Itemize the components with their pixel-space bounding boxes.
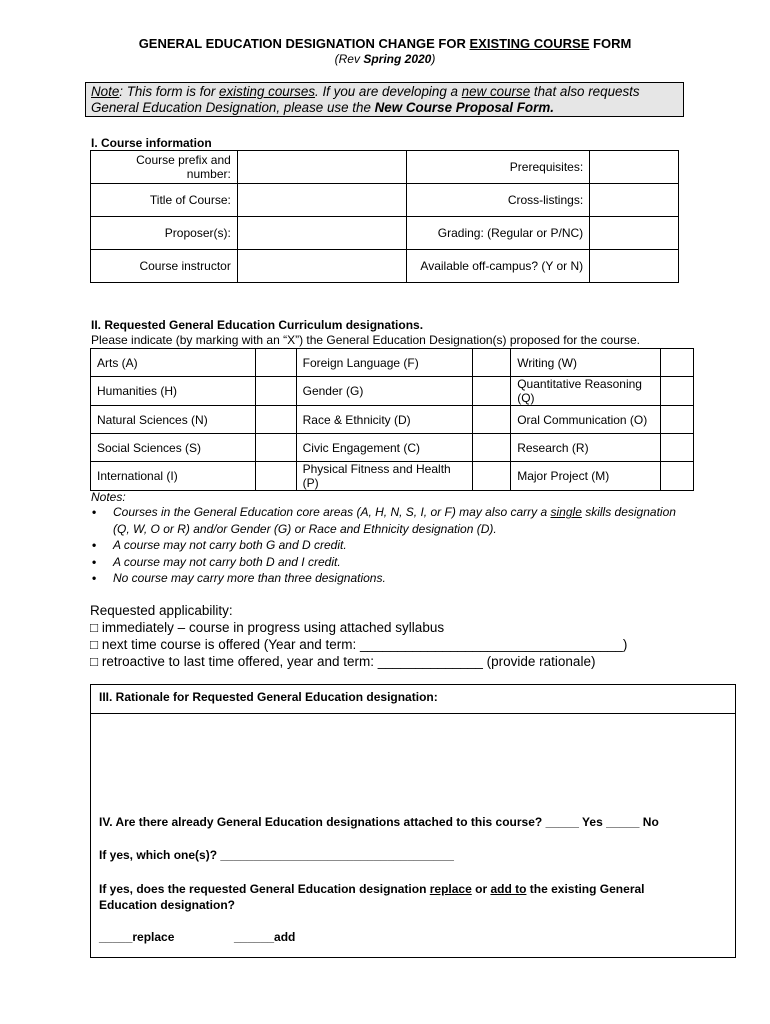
designation-label: Oral Communication (O) — [511, 406, 661, 434]
designation-mark-box[interactable] — [473, 462, 511, 491]
applicability-option-retroactive[interactable]: □ retroactive to last time offered, year and term: ______________ (provide rationale) — [90, 654, 596, 669]
cross-listings-field[interactable] — [590, 184, 679, 217]
label-off-campus: Available off-campus? (Y or N) — [407, 250, 590, 283]
grading-field[interactable] — [590, 217, 679, 250]
designation-mark-box[interactable] — [661, 349, 694, 377]
bullet-icon: • — [92, 554, 97, 569]
table-row — [91, 434, 694, 462]
table-row — [91, 462, 694, 491]
designation-mark-box[interactable] — [661, 462, 694, 491]
designation-label: Physical Fitness and Health (P) — [296, 462, 473, 491]
designation-label: International (I) — [91, 462, 256, 491]
designation-mark-box[interactable] — [473, 406, 511, 434]
prerequisites-field[interactable] — [590, 151, 679, 184]
add-option[interactable]: ______add — [234, 930, 296, 944]
designation-label: Writing (W) — [511, 349, 661, 377]
rationale-box — [90, 684, 736, 958]
designation-label: Gender (G) — [296, 377, 473, 406]
existing-course-notice: Note: This form is for existing courses. If you are developing a new course that also requests General Education Designation, please use the New Course Proposal Form. — [85, 82, 684, 117]
label-cross-listings: Cross-listings: — [407, 184, 590, 217]
label-course-prefix: Course prefix and number: — [91, 151, 238, 184]
section-4-question: IV. Are there already General Education designations attached to this course? _____ Yes _____ No — [99, 815, 659, 829]
applicability-heading: Requested applicability: — [90, 603, 233, 618]
course-info-table — [90, 150, 679, 283]
table-row — [91, 184, 679, 217]
course-title-field[interactable] — [237, 184, 407, 217]
replace-or-add-question: If yes, does the requested General Education designation replace or add to the existing General Education designation? — [99, 882, 645, 912]
table-row — [91, 349, 694, 377]
checkbox-icon[interactable]: □ — [90, 620, 99, 635]
table-row — [91, 217, 679, 250]
list-item: • A course may not carry both D and I credit. — [92, 554, 341, 569]
course-prefix-field[interactable] — [237, 151, 407, 184]
applicability-option-immediately[interactable]: □ immediately – course in progress using attached syllabus — [90, 620, 445, 635]
which-designations-question: If yes, which one(s)? ___________________________________ — [99, 848, 454, 862]
off-campus-field[interactable] — [590, 250, 679, 283]
list-item: • A course may not carry both G and D credit. — [92, 538, 347, 552]
notes-block — [91, 490, 691, 587]
designation-mark-box[interactable] — [255, 406, 296, 434]
rationale-field[interactable] — [92, 715, 734, 811]
designation-label: Race & Ethnicity (D) — [296, 406, 473, 434]
divider — [91, 713, 735, 714]
label-proposers: Proposer(s): — [91, 217, 238, 250]
designation-label: Foreign Language (F) — [296, 349, 473, 377]
proposers-field[interactable] — [237, 217, 407, 250]
table-row — [91, 377, 694, 406]
bullet-icon: • — [92, 538, 97, 552]
designation-label: Natural Sciences (N) — [91, 406, 256, 434]
revision-note: (Rev Spring 2020) — [334, 52, 436, 66]
designation-mark-box[interactable] — [661, 406, 694, 434]
course-instructor-field[interactable] — [237, 250, 407, 283]
label-course-instructor: Course instructor — [91, 250, 238, 283]
designation-label: Social Sciences (S) — [91, 434, 256, 462]
designation-label: Major Project (M) — [511, 462, 661, 491]
designation-label: Research (R) — [511, 434, 661, 462]
section-1-heading: I. Course information — [91, 136, 212, 150]
table-row — [91, 406, 694, 434]
designation-mark-box[interactable] — [473, 434, 511, 462]
designation-mark-box[interactable] — [255, 377, 296, 406]
designation-mark-box[interactable] — [255, 434, 296, 462]
designation-label: Civic Engagement (C) — [296, 434, 473, 462]
designation-label: Quantitative Reasoning (Q) — [511, 377, 661, 406]
bullet-icon: • — [92, 505, 97, 519]
designation-table — [90, 348, 694, 491]
list-item: • No course may carry more than three designations. — [92, 571, 386, 585]
designation-label: Arts (A) — [91, 349, 256, 377]
designation-mark-box[interactable] — [473, 377, 511, 406]
designation-mark-box[interactable] — [661, 377, 694, 406]
designation-mark-box[interactable] — [473, 349, 511, 377]
label-prerequisites: Prerequisites: — [407, 151, 590, 184]
bullet-icon: • — [92, 571, 97, 585]
designation-mark-box[interactable] — [661, 434, 694, 462]
label-grading: Grading: (Regular or P/NC) — [407, 217, 590, 250]
table-row — [91, 151, 679, 184]
table-row — [91, 250, 679, 283]
section-2-instruction: Please indicate (by marking with an “X”) the General Education Designation(s) proposed for the course. — [91, 333, 640, 347]
applicability-block — [90, 602, 627, 670]
designation-mark-box[interactable] — [255, 349, 296, 377]
label-course-title: Title of Course: — [91, 184, 238, 217]
checkbox-icon[interactable]: □ — [90, 637, 99, 652]
designation-mark-box[interactable] — [255, 462, 296, 491]
form-title: GENERAL EDUCATION DESIGNATION CHANGE FOR EXISTING COURSE FORM — [138, 36, 632, 51]
checkbox-icon[interactable]: □ — [90, 654, 99, 669]
section-2-heading: II. Requested General Education Curriculum designations. — [91, 318, 424, 332]
designation-label: Humanities (H) — [91, 377, 256, 406]
notes-label: Notes: — [91, 490, 126, 504]
list-item: • Courses in the General Education core areas (A, H, N, S, I, or F) may also carry a single skills designation (Q, W, O or R) and/or Gender (G) or Race and Ethnicity designation (D). — [92, 505, 676, 536]
applicability-option-next-time[interactable]: □ next time course is offered (Year and term: ___________________________________) — [90, 637, 628, 652]
section-3-heading: III. Rationale for Requested General Education designation: — [99, 690, 438, 704]
replace-option[interactable]: _____replace — [99, 930, 175, 944]
